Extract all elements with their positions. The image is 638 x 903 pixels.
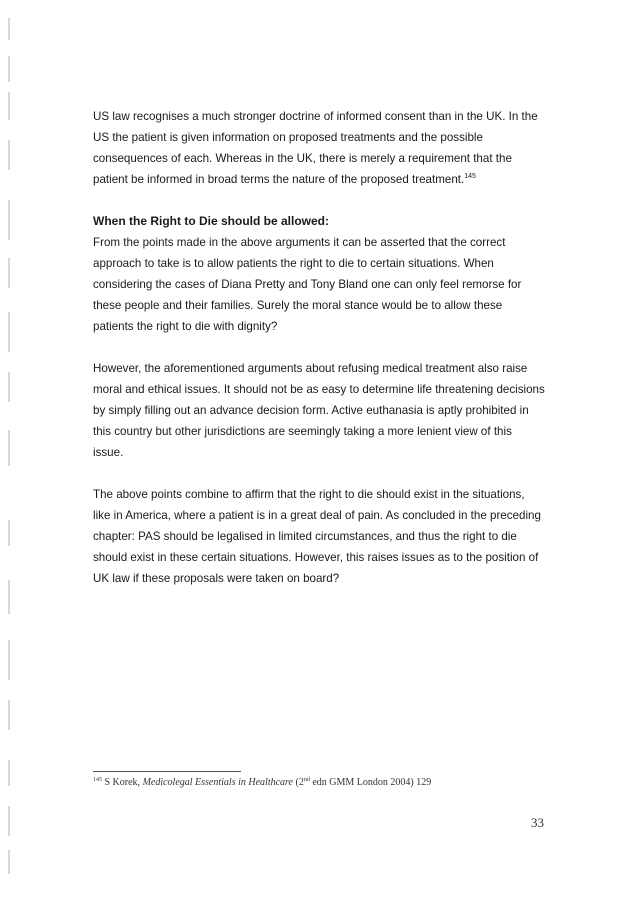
footnote-edition: (2 [293, 777, 304, 788]
footnote-title: Medicolegal Essentials in Healthcare [142, 777, 293, 788]
paragraph-conclusion: The above points combine to affirm that the right to die should exist in the situations, like in America, where a patient is in a great deal of pain. As concluded in the preceding chapter: PAS should be legalised in limited circumstances, and thus the right to die should exist in these certain situations. However, this raises issues as to the position of UK law if these proposals were taken on board? [93, 488, 541, 585]
footnote-reference: 145 [464, 173, 476, 180]
section-heading [93, 211, 545, 232]
footnote-edition-suffix: nd [303, 777, 310, 783]
paragraph-text: US law recognises a much stronger doctrine of informed consent than in the UK. In the US the patient is given information on proposed treatments and the possible consequences of each. Whereas in the UK, there is merely a requirement that the patient be informed in broad terms the nature of the proposed treatment. [93, 110, 538, 186]
footnote-author: S Korek, [104, 777, 143, 788]
footnote-separator [93, 771, 241, 772]
paragraph-informed-consent [93, 106, 545, 190]
footnote [93, 776, 543, 790]
footnote-number: 145 [93, 777, 102, 783]
footnote-publication: edn GMM London 2004) 129 [309, 777, 432, 788]
paragraph-medical-treatment: However, the aforementioned arguments about refusing medical treatment also raise moral and ethical issues. It should not be as easy to determine life threatening decisions by simply filling out an advance decision form. Active euthanasia is aptly prohibited in this country but other jurisdictions are seemingly taking a more lenient view of this issue. [93, 362, 545, 459]
scan-binding-marks [0, 0, 24, 903]
section-heading-text: When the Right to Die should be allowed: [93, 214, 329, 228]
page-number: 33 [531, 815, 544, 830]
paragraph-right-to-die: From the points made in the above arguments it can be asserted that the correct approach to take is to allow patients the right to die to certain situations. When considering the cases of Diana Pretty and Tony Bland one can only feel remorse for these people and their families. Surely the moral stance would be to allow these patients the right to die with dignity? [93, 236, 522, 333]
body-text [93, 106, 545, 610]
